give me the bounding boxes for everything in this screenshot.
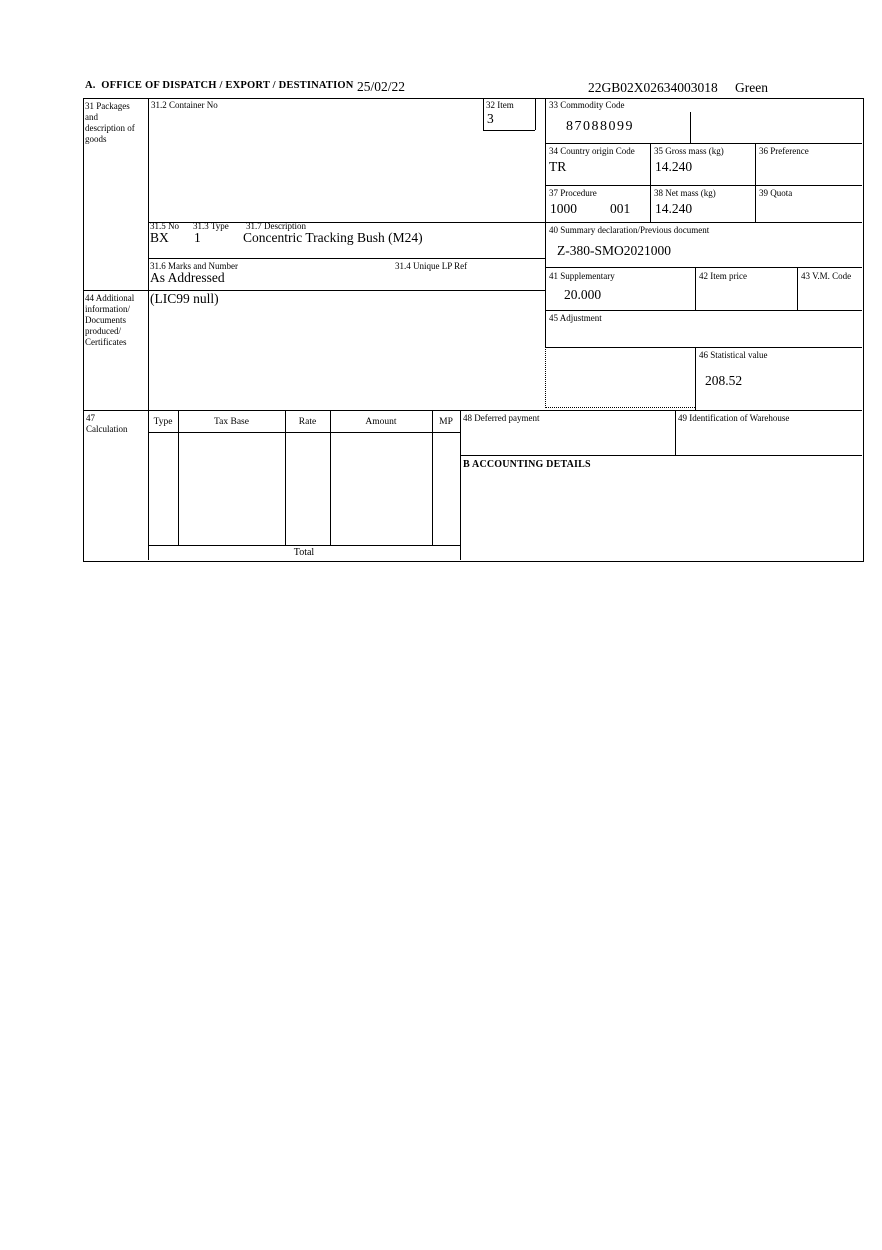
form-grid-line — [330, 410, 331, 545]
form-grid-line — [675, 410, 676, 455]
form-grid-line — [545, 310, 862, 311]
box40-label: 40 Summary declaration/Previous document — [549, 225, 710, 235]
form-grid-line — [148, 432, 460, 433]
box32-value: 3 — [487, 111, 494, 126]
form-grid-line — [83, 410, 862, 411]
form-grid-line — [535, 98, 536, 130]
box47-column-amount: Amount — [365, 417, 397, 427]
form-grid-line — [690, 112, 691, 143]
box35-value: 14.240 — [655, 159, 693, 174]
form-grid-line — [83, 290, 545, 291]
section-b-title: B ACCOUNTING DETAILS — [463, 459, 591, 470]
box47-total-label: Total — [293, 547, 315, 558]
box35-label: 35 Gross mass (kg) — [654, 146, 724, 156]
movement-reference: 22GB02X02634003018 — [588, 80, 718, 95]
box42-label: 42 Item price — [699, 271, 747, 281]
box33-value: 87088099 — [566, 119, 634, 134]
form-grid-line — [545, 407, 695, 408]
form-grid-line — [483, 130, 535, 131]
box47-column-tax-base: Tax Base — [214, 417, 249, 427]
box31-description-label: 31.7 Description — [246, 221, 306, 231]
box36-label: 36 Preference — [759, 146, 809, 156]
box39-label: 39 Quota — [759, 188, 793, 198]
box32-label: 32 Item — [486, 100, 514, 110]
form-grid-line — [460, 410, 461, 560]
form-grid-line — [285, 410, 286, 545]
box49-label: 49 Identification of Warehouse — [678, 413, 790, 423]
box46-value: 208.52 — [705, 373, 743, 388]
box31-no-value: BX — [150, 230, 169, 245]
box47-column-rate: Rate — [298, 417, 317, 427]
form-grid-line — [148, 545, 460, 546]
form-grid-line — [755, 143, 756, 222]
form-outer-border — [83, 98, 864, 562]
box31-container-label: 31.2 Container No — [151, 100, 218, 110]
box46-label: 46 Statistical value — [699, 350, 768, 360]
form-grid-line — [460, 455, 862, 456]
form-grid-line — [178, 410, 179, 545]
form-grid-line — [148, 98, 149, 560]
form-grid-line — [148, 222, 862, 223]
box43-label: 43 V.M. Code — [801, 271, 852, 281]
form-grid-line — [148, 258, 545, 259]
section-a-title: A. OFFICE OF DISPATCH / EXPORT / DESTINATION — [85, 80, 354, 91]
box41-label: 41 Supplementary — [549, 271, 615, 281]
declaration-date: 25/02/22 — [357, 79, 406, 94]
box44-value: (LIC99 null) — [150, 291, 219, 306]
box34-label: 34 Country origin Code — [549, 146, 635, 156]
box40-value: Z-380-SMO2021000 — [557, 243, 671, 258]
box47-column-mp: MP — [439, 417, 453, 427]
box31-no-label: 31.5 No — [150, 221, 179, 231]
box47-column-type: Type — [153, 417, 173, 427]
box37-value-2: 001 — [610, 201, 631, 216]
box31-description-value: Concentric Tracking Bush (M24) — [243, 230, 423, 245]
box37-value-1: 1000 — [550, 201, 577, 216]
box47-label: 47 Calculation — [86, 413, 128, 434]
box44-label: 44 Additional information/ Documents produced/ Certificates — [85, 293, 135, 347]
form-grid-line — [432, 410, 433, 545]
box38-label: 38 Net mass (kg) — [654, 188, 716, 198]
form-grid-line — [695, 347, 696, 410]
form-grid-line — [695, 267, 696, 310]
box34-value: TR — [549, 159, 567, 174]
box31-type-value: 1 — [194, 230, 201, 245]
box37-label: 37 Procedure — [549, 188, 597, 198]
form-grid-line — [545, 143, 862, 144]
box31-lp-ref-label: 31.4 Unique LP Ref — [395, 261, 468, 271]
box38-value: 14.240 — [655, 201, 693, 216]
box48-label: 48 Deferred payment — [463, 413, 540, 423]
box31-type-label: 31.3 Type — [193, 221, 229, 231]
form-grid-line — [483, 98, 484, 130]
box31-marks-label: 31.6 Marks and Number — [150, 261, 238, 271]
form-grid-line — [545, 347, 546, 408]
box45-label: 45 Adjustment — [549, 313, 602, 323]
box31-label: 31 Packages and description of goods — [85, 101, 135, 144]
form-grid-line — [545, 347, 862, 348]
form-grid-line — [797, 267, 798, 310]
form-grid-line — [545, 267, 862, 268]
box41-value: 20.000 — [564, 287, 602, 302]
box31-marks-value: As Addressed — [150, 270, 225, 285]
form-grid-line — [545, 185, 862, 186]
form-grid-line — [650, 143, 651, 222]
routing-indicator: Green — [735, 80, 768, 95]
box33-label: 33 Commodity Code — [549, 100, 625, 110]
